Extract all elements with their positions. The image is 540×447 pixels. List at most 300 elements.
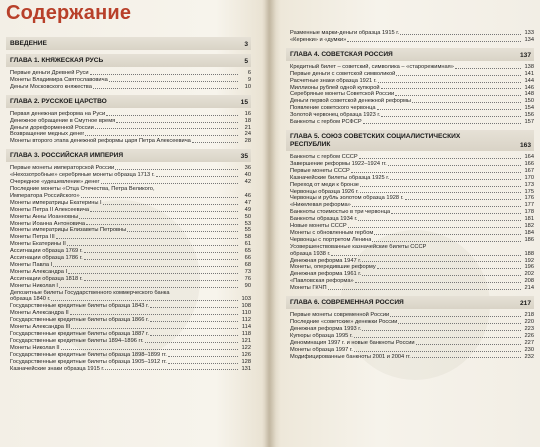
toc-entry-page-number: 146 — [524, 84, 534, 91]
toc-entry[interactable] — [286, 209, 534, 216]
toc-entry[interactable] — [286, 98, 534, 105]
toc-entry-page-number: 164 — [524, 153, 534, 160]
toc-entry-page-number: 175 — [524, 188, 534, 195]
leader-dots — [362, 271, 521, 276]
toc-entry-page-number: 227 — [524, 339, 534, 346]
leader-dots — [328, 285, 521, 290]
toc-entry-title: Банкноты образца 1934 г. — [290, 216, 358, 223]
leader-dots — [362, 326, 521, 331]
toc-entry[interactable] — [286, 30, 534, 37]
leader-dots — [374, 230, 521, 235]
chapter-heading[interactable] — [286, 130, 534, 151]
leader-dots — [90, 70, 238, 75]
toc-entry-page-number: 24 — [244, 131, 251, 138]
toc-entry[interactable] — [6, 214, 251, 221]
chapter-title: ГЛАВА 2. РУССКОЕ ЦАРСТВО — [10, 97, 107, 105]
leader-dots — [59, 283, 238, 288]
toc-entry-title: Казначейские билеты образца 1925 г. — [290, 174, 390, 181]
leader-dots — [85, 131, 238, 136]
toc-entry[interactable] — [286, 258, 534, 265]
toc-entry-page-number: 66 — [244, 255, 251, 262]
leader-dots — [79, 214, 238, 219]
toc-entry-page-number: 202 — [524, 271, 534, 278]
toc-entry-page-number: 167 — [524, 167, 534, 174]
toc-entry-page-number: 65 — [244, 248, 251, 255]
toc-entry-title: Переход от меди к бронзе — [290, 181, 359, 188]
toc-entry-title: Банкноты с гербом РСФСР — [290, 119, 362, 126]
leader-dots — [363, 119, 521, 124]
leader-dots — [381, 112, 521, 117]
leader-dots — [150, 317, 238, 322]
toc-entry[interactable] — [6, 283, 251, 290]
chapter-title: ГЛАВА 4. СОВЕТСКАЯ РОССИЯ — [290, 50, 393, 58]
toc-entry-page-number: 223 — [524, 325, 534, 332]
toc-entry-title: Монеты Александра II — [10, 310, 69, 317]
toc-entry-page-number: 103 — [241, 296, 251, 303]
toc-entry-page-number: 90 — [244, 282, 251, 289]
toc-entry-page-number: 141 — [524, 70, 534, 77]
toc-entry-title: Монеты Екатерины II — [10, 241, 66, 248]
toc-entry-title: Денежная реформа 1993 г. — [290, 325, 362, 332]
toc-entry[interactable] — [6, 366, 251, 373]
leader-dots — [377, 264, 521, 269]
toc-entry-page-number: 131 — [241, 365, 251, 372]
toc-entry[interactable] — [286, 112, 534, 119]
leader-dots — [84, 276, 238, 281]
toc-entry-page-number: 112 — [241, 317, 251, 324]
leader-dots — [168, 352, 238, 357]
toc-entry-title: Монеты императрицы Елизаветы Петровны — [10, 227, 127, 234]
toc-entry-title: Денежное обращение в Смутное время — [10, 117, 116, 124]
toc-entry[interactable] — [6, 77, 251, 84]
toc-entry-title: Государственные кредитные билеты 1894–1896 гг. — [10, 337, 144, 344]
leader-dots — [347, 37, 521, 42]
leader-dots — [331, 251, 521, 256]
toc-entry-page-number: 218 — [524, 312, 534, 319]
chapter-page-number: 163 — [519, 141, 531, 149]
toc-entry-page-number: 192 — [524, 257, 534, 264]
leader-dots — [90, 207, 238, 212]
toc-entry-title: Ассигнации образца 1769 г. — [10, 248, 83, 255]
toc-entry[interactable] — [286, 216, 534, 223]
toc-entry[interactable] — [286, 354, 534, 361]
toc-entry[interactable] — [286, 64, 534, 71]
toc-entry[interactable] — [6, 118, 251, 125]
leader-dots — [71, 324, 238, 329]
toc-entry-title: Первая денежная реформа на Руси — [10, 110, 106, 117]
toc-entry-title: Государственные кредитные билеты образца 1843 г. — [10, 303, 149, 310]
chapter-page-number: 137 — [519, 51, 531, 59]
toc-entry-title: Монеты Иоанна Антоновича — [10, 220, 86, 227]
toc-entry[interactable] — [286, 91, 534, 98]
toc-entry-title: Монеты Николая II — [10, 344, 60, 351]
toc-entry-page-number: 49 — [244, 206, 251, 213]
toc-entry[interactable] — [6, 248, 251, 255]
chapter-page-number: 35 — [240, 153, 248, 161]
toc-entry-page-number: 21 — [244, 124, 251, 131]
toc-entry-page-number: 208 — [524, 278, 534, 285]
toc-entry-title: Монеты второго этапа денежной реформы царя Петра Алексеевича — [10, 138, 191, 145]
toc-entry-title: Государственные кредитные билеты образца 1905–1912 гг. — [10, 358, 167, 365]
toc-entry-title: Монеты Николая I — [10, 282, 58, 289]
toc-entry-title: Очередное «удешевление» денег — [10, 179, 100, 186]
leader-dots — [398, 319, 521, 324]
toc-entry-title: Казначейские знаки образца 1915 г. — [10, 365, 105, 372]
toc-entry[interactable] — [6, 255, 251, 262]
leader-dots — [150, 303, 238, 308]
toc-entry-page-number: 122 — [241, 344, 251, 351]
toc-entry-page-number: 178 — [524, 209, 534, 216]
toc-entry-title: Монеты Павла I — [10, 261, 53, 268]
toc-entry[interactable] — [6, 262, 251, 269]
toc-entry-page-number: 220 — [524, 319, 534, 325]
toc-entry-title: Монеты с обновленным гербом — [290, 229, 374, 236]
leader-dots — [400, 30, 521, 35]
leader-dots — [115, 165, 238, 170]
leader-dots — [68, 269, 238, 274]
toc-entry[interactable] — [286, 264, 534, 271]
toc-entry-page-number: 10 — [244, 83, 251, 90]
toc-entry[interactable] — [286, 37, 534, 44]
chapter-heading[interactable] — [6, 37, 251, 50]
toc-entry-title: Купюры образца 1995 г. — [290, 332, 353, 339]
toc-entry-title: Новые монеты СССР — [290, 223, 347, 230]
chapter-heading[interactable] — [6, 149, 251, 162]
toc-entry[interactable] — [6, 227, 251, 234]
leader-dots — [84, 255, 238, 260]
toc-entry[interactable] — [286, 71, 534, 78]
toc-entry-title: Монеты Петра II Алексеевича — [10, 206, 89, 213]
leader-dots — [358, 216, 521, 221]
toc-entry[interactable] — [6, 359, 251, 366]
toc-entry-title: Банкноты с гербом СССР — [290, 153, 358, 160]
toc-entry-page-number: 176 — [524, 195, 534, 202]
leader-dots — [416, 340, 521, 345]
toc-entry-title: Первые монеты императорской России — [10, 165, 115, 172]
toc-entry-title: Расчетные знаки образца 1921 г. — [290, 77, 377, 84]
toc-entry-title: Императора Российского» — [10, 192, 80, 199]
toc-entry-title: Деноминация 1997 г. и новые банкноты России — [290, 339, 415, 346]
toc-entry-page-number: 121 — [241, 337, 251, 344]
toc-entry[interactable] — [286, 85, 534, 92]
toc-entry-title: Деньги первой советской денежной реформы — [290, 98, 412, 105]
leader-dots — [354, 347, 521, 352]
toc-entry[interactable] — [286, 312, 534, 319]
leader-dots — [156, 172, 238, 177]
toc-entry-page-number: 108 — [241, 303, 251, 310]
toc-entry-page-number: 46 — [244, 192, 251, 199]
toc-entry-title: Государственные кредитные билеты образца 1887 г. — [10, 331, 149, 337]
toc-entry-title: Червонцы с портретом Ленина — [290, 236, 372, 243]
leader-dots — [354, 333, 521, 338]
toc-entry-page-number: 58 — [244, 234, 251, 241]
toc-entry-page-number: 126 — [241, 351, 251, 358]
toc-entry[interactable] — [286, 202, 534, 209]
leader-dots — [127, 227, 238, 232]
toc-entry-title: Червонцы образца 1926 г. — [290, 188, 359, 195]
leader-dots — [81, 193, 238, 198]
toc-entry-page-number: 42 — [244, 179, 251, 186]
toc-entry[interactable] — [6, 172, 251, 179]
leader-dots — [412, 98, 521, 103]
toc-entry[interactable] — [286, 78, 534, 85]
chapter-heading[interactable] — [286, 48, 534, 61]
toc-entry[interactable] — [286, 182, 534, 189]
leader-dots — [93, 84, 238, 89]
toc-entry-page-number: 118 — [241, 331, 251, 337]
toc-entry-page-number: 150 — [524, 98, 534, 105]
leader-dots — [86, 221, 238, 226]
leader-dots — [360, 182, 521, 187]
chapter-heading[interactable] — [286, 296, 534, 309]
leader-dots — [362, 258, 521, 263]
leader-dots — [150, 331, 238, 336]
toc-entry[interactable] — [6, 296, 251, 303]
toc-entry[interactable] — [6, 310, 251, 317]
leader-dots — [396, 71, 521, 76]
toc-entry-title: Монеты ГКЧП — [290, 285, 327, 292]
toc-entry-title: Червонцы и рубль золотом образца 1928 г. — [290, 195, 404, 202]
toc-entry-title: Последние «советские» денежки России — [290, 319, 398, 325]
toc-entry-title: Кредитный билет – советский, символика – «старорежимная» — [290, 63, 454, 70]
toc-entry-title: Ассигнации образца 1818 г. — [10, 275, 83, 282]
toc-entry-title: Монеты Александра I — [10, 268, 68, 275]
chapter-title: ГЛАВА 3. РОССИЙСКАЯ ИМПЕРИЯ — [10, 152, 124, 160]
toc-entry-page-number: 16 — [244, 110, 251, 117]
chapter-page-number: 217 — [519, 300, 531, 308]
toc-entry[interactable] — [286, 340, 534, 347]
leader-dots — [145, 338, 238, 343]
toc-entry[interactable] — [286, 244, 534, 251]
leader-dots — [390, 175, 521, 180]
toc-entry-title: Депозитные билеты Государственного коммерческого банка — [10, 289, 170, 296]
toc-entry-title: Первые монеты современной России — [290, 312, 390, 319]
toc-entry[interactable] — [286, 223, 534, 230]
leader-dots — [95, 125, 238, 130]
toc-entry[interactable] — [6, 331, 251, 338]
toc-entry-page-number: 76 — [244, 275, 251, 282]
toc-entry-page-number: 18 — [244, 117, 251, 124]
leader-dots — [106, 111, 238, 116]
toc-entry[interactable] — [286, 278, 534, 285]
toc-entry-title: «Павловская реформа» — [290, 278, 354, 285]
toc-entry[interactable] — [286, 195, 534, 202]
toc-entry-title: Первые деньги с советской символикой — [290, 70, 396, 77]
leader-dots — [56, 234, 238, 239]
toc-entry[interactable] — [6, 221, 251, 228]
toc-entry[interactable] — [6, 303, 251, 310]
toc-entry-title: образца 1840 г. — [10, 296, 51, 303]
toc-entry-title: Первые деньги Древней Руси — [10, 70, 89, 76]
toc-entry[interactable] — [286, 237, 534, 244]
toc-entry-title: Денежная реформа 1947 г. — [290, 257, 362, 264]
toc-entry[interactable] — [286, 168, 534, 175]
toc-entry-page-number: 128 — [241, 358, 251, 365]
chapter-page-number: 3 — [244, 41, 248, 48]
toc-entry-page-number: 230 — [524, 346, 534, 353]
chapter-heading[interactable] — [6, 95, 251, 108]
leader-dots — [360, 189, 521, 194]
chapter-title: ВВЕДЕНИЕ — [10, 40, 47, 47]
toc-entry-page-number: 53 — [244, 220, 251, 227]
toc-entry[interactable] — [6, 241, 251, 248]
toc-entry[interactable] — [286, 326, 534, 333]
leader-dots — [192, 138, 238, 143]
toc-entry-title: Монеты, опередившие реформу — [290, 264, 376, 271]
toc-entry-page-number: 9 — [247, 76, 251, 83]
toc-entry[interactable] — [6, 290, 251, 297]
right-page — [272, 0, 540, 447]
toc-entry-page-number: 188 — [524, 250, 534, 257]
toc-entry-page-number: 114 — [241, 324, 251, 331]
toc-entry-page-number: 226 — [524, 332, 534, 339]
toc-entry-page-number: 28 — [244, 138, 251, 145]
chapter-page-number: 5 — [244, 58, 248, 65]
leader-dots — [105, 366, 238, 371]
chapter-page-number: 15 — [240, 98, 248, 106]
toc-entry-title: «Никелевая реформа» — [290, 202, 351, 209]
toc-entry[interactable] — [286, 285, 534, 292]
toc-entry-page-number: 47 — [244, 199, 251, 206]
toc-entry-page-number: 182 — [524, 223, 534, 230]
toc-entry-title: Денежная реформа 1961 г. — [290, 271, 362, 278]
toc-entry[interactable] — [6, 193, 251, 200]
toc-entry-page-number: 138 — [524, 63, 534, 70]
toc-entry-page-number: 232 — [524, 353, 534, 360]
toc-entry-title: Монеты Петра III — [10, 234, 55, 241]
toc-entry[interactable] — [6, 70, 251, 77]
toc-entry-page-number: 6 — [247, 70, 251, 76]
leader-dots — [405, 195, 521, 200]
toc-entry-page-number: 55 — [244, 227, 251, 234]
toc-entry[interactable] — [286, 271, 534, 278]
leader-dots — [352, 202, 521, 207]
toc-entry-page-number: 173 — [524, 181, 534, 188]
toc-entry[interactable] — [286, 347, 534, 354]
toc-entry-page-number: 166 — [524, 160, 534, 167]
toc-entry-page-number: 40 — [244, 172, 251, 179]
toc-entry-page-number: 133 — [524, 30, 534, 36]
toc-entry-page-number: 50 — [244, 213, 251, 220]
toc-entry-title: «Нехозотробные» серебряные монеты образца 1713 г. — [10, 172, 155, 179]
toc-entry[interactable] — [6, 138, 251, 145]
toc-entry-title: Возвращение медных денег — [10, 131, 85, 138]
toc-entry[interactable] — [286, 154, 534, 161]
leader-dots — [390, 312, 521, 317]
toc-entry[interactable] — [6, 84, 251, 91]
chapter-title: ГЛАВА 1. КНЯЖЕСКАЯ РУСЬ — [10, 57, 104, 64]
toc-entry[interactable] — [286, 119, 534, 126]
leader-dots — [381, 85, 521, 90]
toc-entry[interactable] — [6, 276, 251, 283]
toc-entry-page-number: 181 — [524, 216, 534, 223]
toc-entry-title: Золотой червонец образца 1923 г. — [290, 112, 381, 119]
leader-dots — [377, 105, 521, 110]
toc-entry[interactable] — [286, 175, 534, 182]
toc-entry-page-number: 177 — [524, 202, 534, 209]
toc-entry[interactable] — [6, 338, 251, 345]
toc-entry[interactable] — [6, 125, 251, 132]
toc-right-column — [286, 30, 534, 360]
toc-entry-title: Серебряные монеты Советской России — [290, 91, 395, 98]
toc-entry[interactable] — [286, 251, 534, 258]
toc-entry[interactable] — [6, 352, 251, 359]
leader-dots — [53, 262, 238, 267]
leader-dots — [355, 278, 521, 283]
toc-entry-title: Усовершенствованные казначейские билеты СССР — [290, 243, 427, 250]
toc-entry-title: Монеты образца 1997 г. — [290, 346, 353, 353]
toc-entry[interactable] — [6, 179, 251, 186]
toc-entry[interactable] — [6, 269, 251, 276]
left-page — [0, 0, 265, 447]
leader-dots — [116, 118, 238, 123]
toc-entry-page-number: 36 — [244, 165, 251, 172]
toc-entry-title: Государственные кредитные билеты образца 1866 г. — [10, 317, 149, 324]
toc-entry[interactable] — [6, 131, 251, 138]
toc-entry[interactable] — [6, 324, 251, 331]
toc-left-column — [6, 33, 251, 372]
toc-entry[interactable] — [6, 345, 251, 352]
leader-dots — [109, 77, 238, 82]
toc-entry[interactable] — [6, 165, 251, 172]
toc-entry[interactable] — [6, 207, 251, 214]
toc-entry-page-number: 73 — [244, 268, 251, 275]
leader-dots — [391, 209, 521, 214]
toc-entry-title: Деньги дореформенной России — [10, 124, 94, 131]
toc-entry-title: Монеты императрицы Екатерины I — [10, 199, 102, 206]
chapter-heading[interactable] — [6, 54, 251, 67]
leader-dots — [101, 179, 238, 184]
toc-entry-page-number: 110 — [241, 310, 251, 317]
leader-dots — [103, 200, 238, 205]
toc-entry-page-number: 214 — [524, 285, 534, 292]
toc-entry-page-number: 184 — [524, 229, 534, 236]
toc-entry-title: Монеты Анны Иоанновны — [10, 213, 79, 220]
toc-entry[interactable] — [286, 319, 534, 326]
toc-entry[interactable] — [286, 189, 534, 196]
toc-entry[interactable] — [6, 111, 251, 118]
leader-dots — [372, 237, 521, 242]
toc-entry[interactable] — [286, 230, 534, 237]
toc-entry-title: «Керенки» и «думки» — [290, 36, 347, 43]
toc-entry[interactable] — [286, 333, 534, 340]
toc-entry-title: Банкноты стоимостью в три червонца — [290, 209, 391, 216]
toc-entry[interactable] — [6, 234, 251, 241]
toc-entry[interactable] — [286, 161, 534, 168]
chapter-title: ГЛАВА 5. СОЮЗ СОВЕТСКИХ СОЦИАЛИСТИЧЕСКИХ РЕСПУБЛИК — [290, 132, 461, 148]
toc-entry-title: Монеты Александра III — [10, 324, 71, 331]
toc-entry[interactable] — [6, 200, 251, 207]
leader-dots — [388, 161, 521, 166]
toc-entry-title: Государственные кредитные билеты образца 1898–1899 гг. — [10, 351, 167, 358]
toc-entry-page-number: 196 — [524, 264, 534, 271]
leader-dots — [359, 154, 521, 159]
leader-dots — [395, 91, 521, 96]
leader-dots — [168, 359, 238, 364]
toc-entry-title: Монеты Владимира Святославовича — [10, 76, 108, 83]
page-title: Содержание — [6, 2, 132, 24]
toc-entry-page-number: 156 — [524, 112, 534, 119]
toc-entry[interactable] — [286, 105, 534, 112]
toc-entry[interactable] — [6, 186, 251, 193]
leader-dots — [67, 241, 238, 246]
toc-entry[interactable] — [6, 317, 251, 324]
toc-entry-page-number: 134 — [524, 36, 534, 43]
toc-entry-title: Деньги Московского княжества — [10, 83, 92, 90]
leader-dots — [84, 248, 238, 253]
toc-entry-title: Разменные марки-деньги образца 1915 г. — [290, 30, 400, 36]
toc-entry-page-number: 68 — [244, 261, 251, 268]
